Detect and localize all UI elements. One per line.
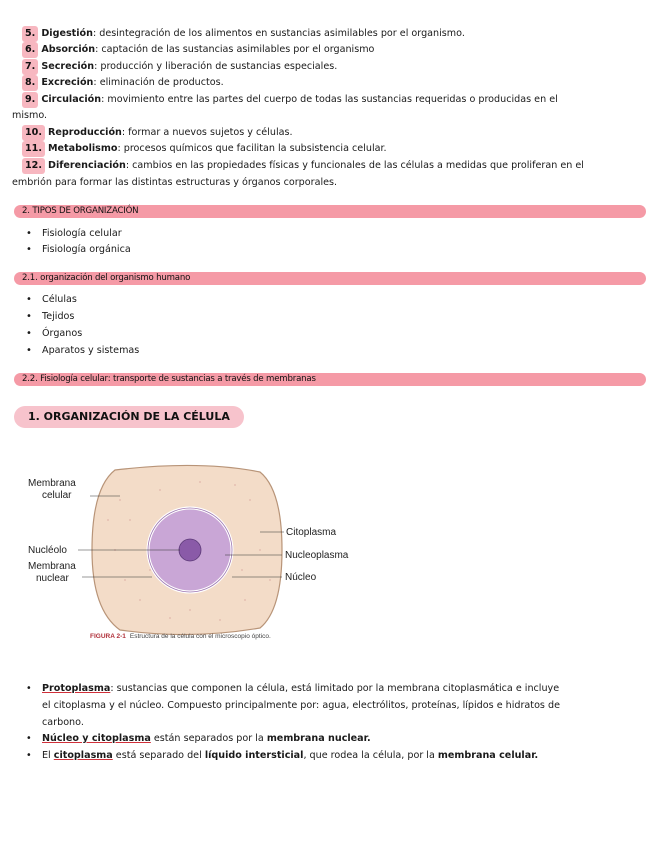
function-item-digestion: 5. Digestión: desintegración de los alimentos en sustancias asimilables por el organismo. (22, 26, 634, 42)
function-item-diferenciacion-cont: embrión para formar las distintas estructuras y órganos corporales. (12, 177, 338, 188)
cell-figure (20, 460, 380, 645)
figure-caption: FIGURA 2-1 Estructura de la célula con el microscopio óptico. (90, 633, 271, 640)
function-item-circulacion-cont: mismo. (12, 110, 48, 121)
list-item: • Tejidos (26, 311, 75, 322)
section-heading-transporte: 2.2. Fisiología celular: transporte de sustancias a través de membranas (14, 373, 646, 386)
list-item: • Fisiología orgánica (26, 244, 131, 255)
list-item: • Órganos (26, 328, 83, 339)
bullet-nucleo-citoplasma: • Núcleo y citoplasma están separados por la membrana nuclear. (26, 733, 371, 744)
label-membrana-celular-2: celular (42, 490, 72, 501)
label-nucleoplasma: Nucleoplasma (285, 550, 349, 561)
bullet-citoplasma: • El citoplasma está separado del líquido intersticial, que rodea la célula, por la membrana celular. (26, 750, 539, 761)
label-nucleolo: Nucléolo (28, 545, 67, 556)
label-nucleo: Núcleo (285, 572, 317, 583)
list-item: • Fisiología celular (26, 228, 122, 239)
list-item: • Células (26, 294, 77, 305)
function-item-metabolismo: 11. Metabolismo: procesos químicos que facilitan la subsistencia celular. (22, 141, 634, 157)
label-membrana-celular: Membrana (28, 478, 76, 489)
function-item-secrecion: 7. Secreción: producción y liberación de sustancias especiales. (22, 59, 634, 75)
section-heading-organizacion: 2.1. organización del organismo humano (14, 272, 646, 285)
function-item-circulacion: 9. Circulación: movimiento entre las partes del cuerpo de todas las sustancias requeridas o producidas en el (22, 92, 634, 108)
bullet-protoplasma: • Protoplasma: sustancias que componen la célula, está limitado por la membrana citoplasmática e incluye el citoplasma y el núcleo. Compuesto principalmente por: agua, electrólitos, proteínas, lípidos e hidratos de carbono. (26, 683, 560, 728)
nucleolus-shape (179, 539, 201, 561)
function-item-absorcion: 6. Absorción: captación de las sustancias asimilables por el organismo (22, 42, 634, 58)
label-membrana-nuclear: Membrana (28, 561, 76, 572)
section-title: 1. ORGANIZACIÓN DE LA CÉLULA (14, 406, 244, 428)
section-heading-tipos: 2. TIPOS DE ORGANIZACIÓN (14, 205, 646, 218)
label-membrana-nuclear-2: nuclear (36, 573, 69, 584)
function-item-reproduccion: 10. Reproducción: formar a nuevos sujetos y células. (22, 125, 634, 141)
function-item-excrecion: 8. Excreción: eliminación de productos. (22, 75, 634, 91)
function-item-diferenciacion: 12. Diferenciación: cambios en las propiedades físicas y funcionales de las células a medidas que proliferan en el (22, 158, 634, 174)
label-citoplasma: Citoplasma (286, 527, 337, 538)
list-item: • Aparatos y sistemas (26, 345, 140, 356)
